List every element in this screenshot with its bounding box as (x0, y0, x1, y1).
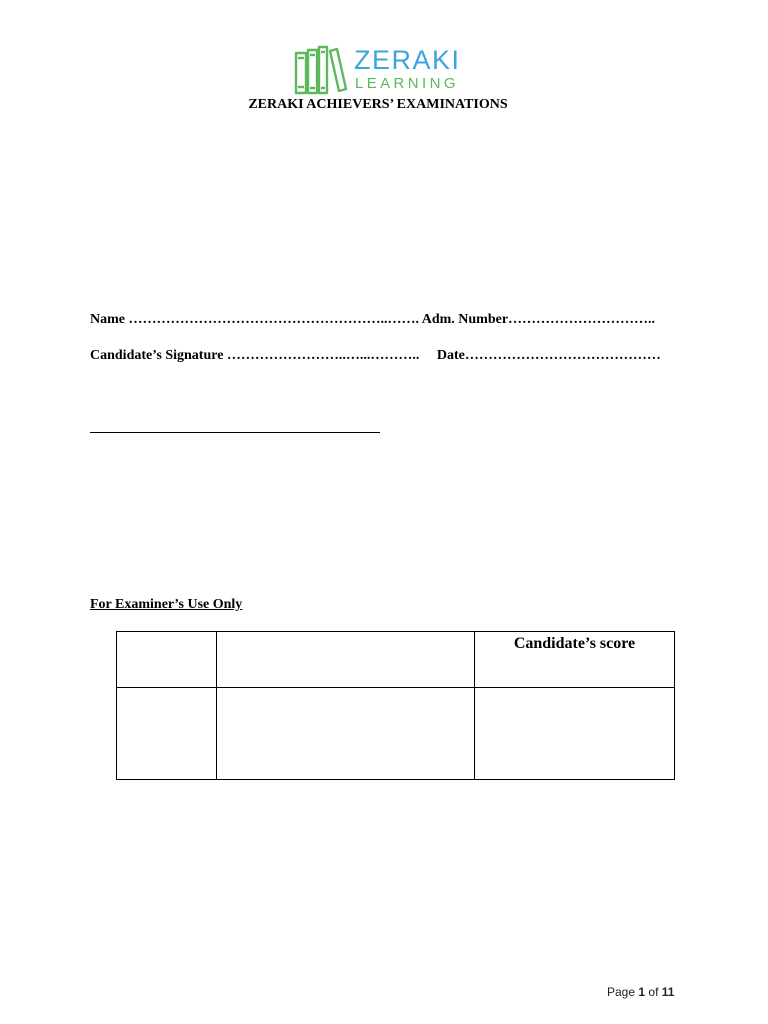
signature-date-field: Candidate’s Signature ……………………..…...……….. Date…………………………………… (90, 348, 661, 363)
zeraki-logo (294, 45, 484, 97)
page-label: Page (607, 985, 636, 999)
logo-wordmark: ZERAKI (354, 45, 461, 75)
books-icon (294, 45, 350, 97)
table-row (117, 632, 675, 688)
candidate-score-cell (475, 688, 675, 780)
page-number (607, 984, 674, 1000)
table-cell (217, 632, 475, 688)
table-cell (117, 688, 217, 780)
score-table (116, 631, 675, 780)
exam-title: ZERAKI ACHIEVERS’ EXAMINATIONS (248, 97, 508, 112)
table-cell (217, 688, 475, 780)
of-label: of (648, 985, 659, 999)
table-cell (475, 632, 675, 688)
examiner-use-heading: For Examiner’s Use Only (90, 597, 243, 612)
divider-line (90, 432, 380, 433)
page-current: 1 (638, 985, 646, 999)
table-row (117, 688, 675, 780)
page-total: 11 (661, 985, 675, 999)
table-cell (117, 632, 217, 688)
name-adm-number-field: Name ………………………………………………..……. Adm. Number………………………….. (90, 312, 656, 327)
logo-subtitle: LEARNING (355, 75, 459, 92)
candidate-score-header: Candidate’s score (513, 635, 636, 652)
